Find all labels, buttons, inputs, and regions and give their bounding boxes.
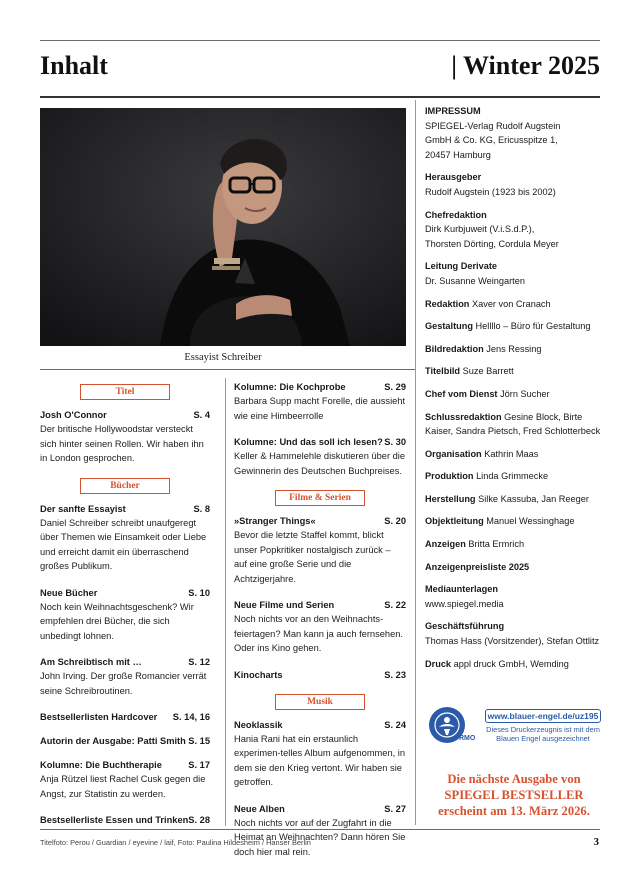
impressum-first-line bbox=[425, 104, 605, 119]
impressum-value: Dirk Kurbjuweit (V.i.S.d.P.), bbox=[425, 224, 535, 235]
toc-entry-title: Neue Alben bbox=[234, 803, 285, 814]
impressum-value: Thorsten Dörting, Cordula Meyer bbox=[425, 238, 559, 249]
impressum-first-line bbox=[425, 319, 605, 334]
impressum-first-line bbox=[425, 297, 605, 312]
toc-entry bbox=[40, 408, 210, 466]
section-label-filme-serien: Filme & Serien bbox=[275, 490, 365, 506]
toc-entry-text: Der britische Hollywoodstar versteckt sich hinter seinen Rollen. Wir haben ihn in London gesprochen. bbox=[40, 424, 204, 463]
impressum-block bbox=[425, 514, 605, 529]
impressum-label: Titelbild bbox=[425, 366, 461, 377]
impressum-label: Mediaunterlagen bbox=[425, 584, 499, 595]
impressum-label: Bildredaktion bbox=[425, 343, 484, 354]
impressum-block bbox=[425, 104, 605, 162]
impressum-block bbox=[425, 208, 605, 252]
toc-entry bbox=[40, 586, 210, 644]
toc-entry-page: S. 4 bbox=[193, 410, 210, 420]
impressum-value: Xaver von Cranach bbox=[471, 298, 551, 309]
toc-entry-text: Hania Rani hat ein erstaunlich experimen-telles Album aufgenommen, in dem sie den Krieg vertont. Wir haben sie getroffen. bbox=[234, 733, 406, 787]
photo-credit: Titelfoto: Perou / Guardian / eyevine / laif, Foto: Paulina Hildesheim / Hanser Berlin bbox=[40, 838, 311, 847]
impressum-block bbox=[425, 469, 605, 484]
toc-entry-title: Bestsellerliste Essen und Trinken bbox=[40, 815, 189, 825]
impressum-value: www.spiegel.media bbox=[425, 598, 504, 609]
impressum-value: Kaiser, Sandra Pietsch, Fred Schlotterbeck bbox=[425, 426, 601, 437]
toc-entry-text: Daniel Schreiber schreibt unaufgeregt über Themen wie Einsamkeit oder Liebe und erreicht damit ein überraschend großes Publikum. bbox=[40, 517, 207, 571]
impressum-label: Schlussredaktion bbox=[425, 411, 502, 422]
toc-entry-text: Noch nichts vor an den Weihnachts-feiertagen? Man kann ja auch fernsehen. Oder ins Kino gehen. bbox=[234, 614, 404, 653]
impressum-first-line bbox=[425, 447, 605, 462]
impressum-label: Druck bbox=[425, 658, 452, 669]
next-issue-notice bbox=[425, 771, 603, 819]
toc-entry-title: Bestsellerlisten Hardcover bbox=[40, 712, 158, 722]
toc-entry-title: Neue Filme und Serien bbox=[234, 600, 335, 610]
impressum-block bbox=[425, 410, 605, 439]
toc-entry bbox=[40, 734, 210, 748]
column-divider-right bbox=[415, 100, 416, 825]
impressum-label: Herausgeber bbox=[425, 172, 482, 183]
impressum-value: Gesine Block, Birte bbox=[504, 411, 583, 422]
impressum-first-line bbox=[425, 410, 605, 425]
impressum-label: Leitung Derivate bbox=[425, 261, 497, 272]
impressum-block bbox=[425, 560, 605, 575]
impressum-first-line bbox=[425, 364, 605, 379]
impressum-block bbox=[425, 619, 605, 648]
impressum-block bbox=[425, 582, 605, 611]
toc-entry-page: S. 14, 16 bbox=[172, 712, 210, 722]
toc-entry bbox=[40, 758, 210, 801]
impressum-label: IMPRESSUM bbox=[425, 106, 481, 116]
toc-entry bbox=[234, 380, 406, 423]
page-number: 3 bbox=[593, 836, 599, 848]
toc-entry bbox=[234, 514, 406, 586]
toc-entry bbox=[40, 710, 210, 724]
section-label-titel: Titel bbox=[80, 384, 170, 400]
impressum-first-line bbox=[425, 514, 605, 529]
toc-entry bbox=[234, 435, 406, 478]
toc-entry-title: Der sanfte Essayist bbox=[40, 503, 126, 514]
impressum-block bbox=[425, 364, 605, 379]
impressum-label: Redaktion bbox=[425, 298, 470, 309]
toc-entry-page: S. 30 bbox=[384, 437, 406, 447]
impressum-label: Chef vom Dienst bbox=[425, 388, 498, 399]
toc-column-left bbox=[40, 384, 210, 837]
impressum-block bbox=[425, 447, 605, 462]
impressum-first-line bbox=[425, 537, 605, 552]
toc-entry bbox=[234, 802, 406, 860]
toc-entry bbox=[40, 655, 210, 698]
impressum-label: Organisation bbox=[425, 448, 482, 459]
toc-entry bbox=[40, 813, 210, 827]
impressum-first-line bbox=[425, 208, 605, 223]
toc-entry-title: Kolumne: Und das soll ich lesen? bbox=[234, 437, 383, 447]
toc-entry-text: Anja Rützel liest Rachel Cusk gegen die Angst, zur Statistin zu werden. bbox=[40, 774, 206, 799]
impressum-label: Chefredaktion bbox=[425, 209, 487, 220]
impressum-label: Gestaltung bbox=[425, 321, 473, 332]
toc-entry-text: Noch kein Weihnachtsgeschenk? Wir empfehlen drei Bücher, die sich unbedingt lohnen. bbox=[40, 601, 194, 641]
impressum-label: Objektleitung bbox=[425, 516, 484, 527]
toc-entry-title: Josh O'Connor bbox=[40, 410, 107, 420]
impressum-label: Produktion bbox=[425, 471, 474, 482]
impressum-first-line bbox=[425, 342, 605, 357]
toc-entry-page: S. 8 bbox=[193, 503, 210, 514]
toc-entry-title: Neue Bücher bbox=[40, 587, 98, 598]
impressum-value: Manuel Wessinghage bbox=[486, 516, 575, 527]
impressum-value: appl druck GmbH, Wemding bbox=[453, 658, 569, 669]
impressum-block bbox=[425, 492, 605, 507]
rmo-mark: RMO bbox=[459, 735, 476, 742]
blue-angel-text: Dieses Druckerzeugnis ist mit dem Blauen Engel ausgezeichnet bbox=[486, 725, 600, 743]
impressum-value: GmbH & Co. KG, Ericusspitze 1, bbox=[425, 135, 558, 146]
toc-entry-page: S. 10 bbox=[188, 587, 210, 598]
impressum-value: 20457 Hamburg bbox=[425, 149, 491, 160]
toc-column-mid bbox=[234, 380, 406, 871]
toc-entry-page: S. 24 bbox=[384, 719, 406, 730]
toc-top-rule bbox=[40, 369, 415, 370]
impressum-value: Silke Kassuba, Jan Reeger bbox=[478, 493, 589, 504]
page-title: Inhalt bbox=[40, 51, 108, 80]
toc-entry-title: Am Schreibtisch mit … bbox=[40, 657, 142, 667]
impressum-value: Britta Ermrich bbox=[468, 539, 525, 550]
impressum-column bbox=[425, 104, 605, 679]
toc-entry-text: Noch nichts vor auf der Zugfahrt in die Heimat an Weihnachten? Dann hören Sie doch hier mal rein. bbox=[234, 817, 406, 857]
toc-entry-page: S. 12 bbox=[188, 657, 210, 667]
impressum-value: Kathrin Maas bbox=[484, 448, 539, 459]
impressum-first-line bbox=[425, 170, 605, 185]
impressum-block bbox=[425, 319, 605, 334]
impressum-value: Jens Ressing bbox=[486, 343, 542, 354]
toc-entry-text: John Irving. Der große Romancier verrät seine Schreibroutinen. bbox=[40, 671, 207, 696]
blue-angel-url[interactable]: www.blauer-engel.de/uz195 bbox=[485, 709, 601, 723]
toc-entry-title: Autorin der Ausgabe: Patti Smith bbox=[40, 736, 186, 746]
impressum-block bbox=[425, 297, 605, 312]
toc-entry-title: Neoklassik bbox=[234, 719, 283, 730]
impressum-block bbox=[425, 342, 605, 357]
top-rule bbox=[40, 40, 600, 41]
toc-entry-page: S. 22 bbox=[384, 600, 406, 610]
section-label-musik: Musik bbox=[275, 694, 365, 710]
impressum-label: Herstellung bbox=[425, 493, 476, 504]
impressum-block bbox=[425, 657, 605, 672]
toc-entry-title: »Stranger Things« bbox=[234, 516, 316, 526]
toc-entry-page: S. 27 bbox=[384, 803, 406, 814]
impressum-first-line bbox=[425, 259, 605, 274]
impressum-label: Anzeigen bbox=[425, 539, 466, 550]
impressum-value: Linda Grimmecke bbox=[476, 471, 549, 482]
author-photo bbox=[40, 108, 406, 346]
toc-entry-page: S. 20 bbox=[384, 516, 406, 526]
toc-entry-text: Keller & Hammelehle diskutieren über die Gewinnerin des Deutschen Buchpreises. bbox=[234, 451, 406, 476]
impressum-first-line bbox=[425, 492, 605, 507]
next-issue-line: Die nächste Ausgabe von bbox=[447, 772, 581, 786]
impressum-value: Suze Barrett bbox=[462, 366, 514, 377]
impressum-first-line bbox=[425, 619, 605, 634]
toc-entry bbox=[234, 598, 406, 656]
impressum-first-line bbox=[425, 469, 605, 484]
next-issue-line: erscheint am 13. März 2026. bbox=[438, 804, 590, 818]
toc-entry bbox=[234, 718, 406, 790]
impressum-value: Thomas Hass (Vorsitzender), Stefan Ottlitz bbox=[425, 636, 600, 647]
toc-entry-title: Kinocharts bbox=[234, 669, 283, 680]
toc-entry-page: S. 29 bbox=[384, 382, 406, 392]
impressum-label: Anzeigenpreisliste 2025 bbox=[425, 561, 530, 572]
column-divider-mid bbox=[225, 378, 226, 826]
toc-entry-text: Bevor die letzte Staffel kommt, blickt unser Popkritiker nostalgisch zurück – auf eine große Serie und die Achtzigerjahre. bbox=[234, 530, 391, 584]
impressum-block bbox=[425, 537, 605, 552]
toc-entry-title: Kolumne: Die Buchtherapie bbox=[40, 760, 162, 770]
toc-entry-text: Barbara Supp macht Forelle, die aussieht wie eine Himbeerrolle bbox=[234, 396, 406, 421]
toc-entry-title: Kolumne: Die Kochprobe bbox=[234, 382, 346, 392]
impressum-label: Geschäftsführung bbox=[425, 621, 505, 632]
impressum-value: Jörn Sucher bbox=[500, 388, 550, 399]
photo-caption: Essayist Schreiber bbox=[184, 352, 262, 363]
toc-entry bbox=[234, 668, 406, 682]
footer-rule bbox=[40, 829, 600, 830]
impressum-value: Hellllo – Büro für Gestaltung bbox=[475, 321, 591, 332]
toc-entry-page: S. 28 bbox=[188, 815, 210, 825]
issue-title: | Winter 2025 bbox=[451, 51, 600, 80]
impressum-value: Rudolf Augstein (1923 bis 2002) bbox=[425, 186, 556, 197]
toc-entry-page: S. 23 bbox=[384, 669, 406, 680]
header-rule bbox=[40, 96, 600, 98]
impressum-first-line bbox=[425, 387, 605, 402]
impressum-block bbox=[425, 170, 605, 199]
impressum-first-line bbox=[425, 582, 605, 597]
section-label-buecher: Bücher bbox=[80, 478, 170, 494]
next-issue-line: SPIEGEL BESTSELLER bbox=[444, 788, 584, 802]
impressum-first-line bbox=[425, 657, 605, 672]
toc-entry-page: S. 15 bbox=[188, 736, 210, 746]
blue-angel-eco-label bbox=[425, 705, 603, 745]
impressum-block bbox=[425, 259, 605, 288]
impressum-first-line bbox=[425, 560, 605, 575]
toc-entry bbox=[40, 502, 210, 574]
impressum-value: SPIEGEL-Verlag Rudolf Augstein bbox=[425, 120, 561, 131]
toc-entry-page: S. 17 bbox=[188, 760, 210, 770]
impressum-block bbox=[425, 387, 605, 402]
impressum-value: Dr. Susanne Weingarten bbox=[425, 275, 525, 286]
